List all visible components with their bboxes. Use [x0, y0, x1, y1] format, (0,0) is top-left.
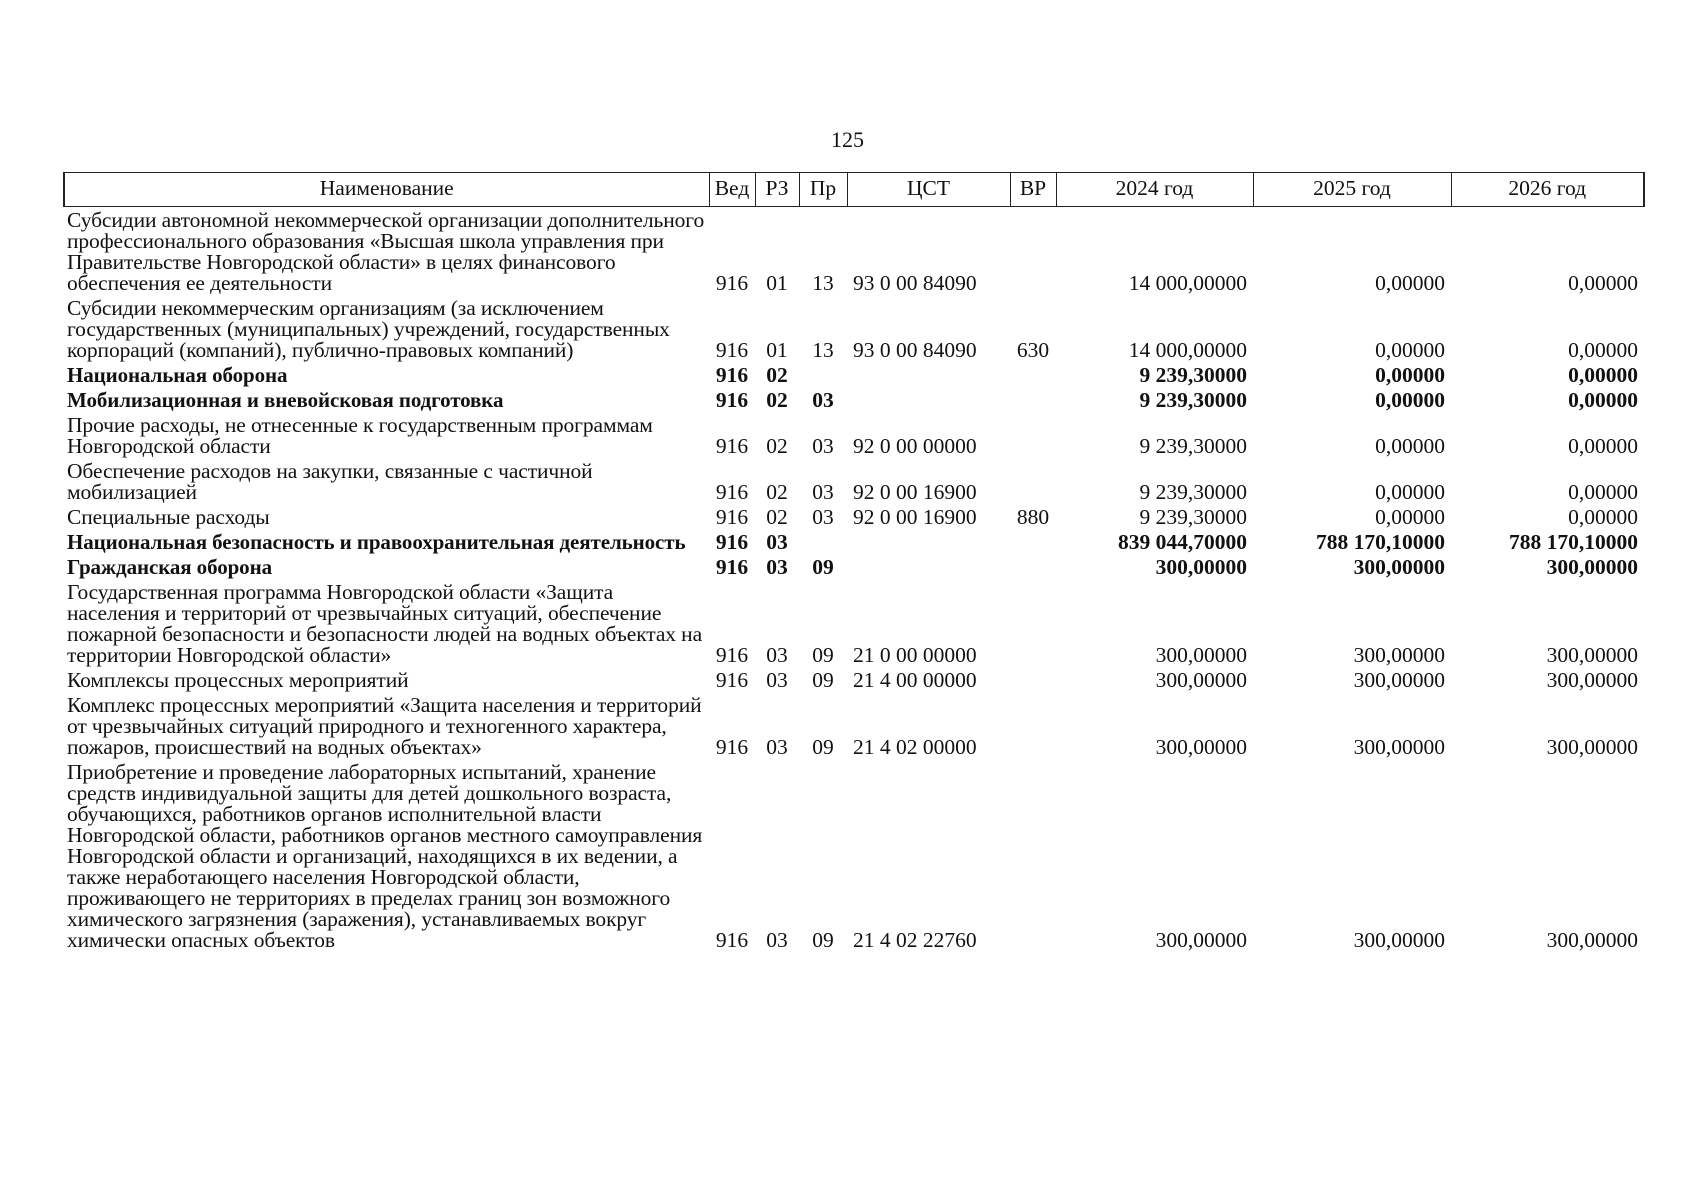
row-amount-2026: 300,00000: [1546, 643, 1638, 667]
row-cst: 21 4 00 00000: [853, 668, 977, 692]
row-rz: 01: [766, 271, 788, 295]
row-pr: [799, 529, 847, 554]
row-ved: 916: [715, 505, 749, 529]
row-vr: [1010, 579, 1056, 667]
row-name: Специальные расходы: [67, 505, 270, 529]
table-header: [64, 173, 1644, 207]
row-amount-2025: 0,00000: [1375, 434, 1445, 458]
row-amount-2025: 0,00000: [1375, 505, 1445, 529]
row-pr: 03: [812, 480, 834, 504]
column-header-cst: ЦСТ: [847, 173, 1010, 207]
row-amount-2026: 0,00000: [1568, 363, 1638, 387]
row-amount-2025: 300,00000: [1353, 928, 1445, 952]
row-name: Мобилизационная и вневойсковая подготовка: [67, 388, 504, 412]
column-header-2024: 2024 год: [1056, 173, 1253, 207]
row-vr: [1010, 207, 1056, 296]
row-pr: 03: [812, 434, 834, 458]
row-ved: 916: [715, 928, 749, 952]
row-name: Гражданская оборона: [67, 555, 272, 579]
row-cst: 21 0 00 00000: [853, 643, 977, 667]
row-vr: 630: [1016, 338, 1050, 362]
table-row: [64, 529, 1644, 554]
row-amount-2026: 788 170,10000: [1509, 530, 1638, 554]
row-amount-2025: 0,00000: [1375, 338, 1445, 362]
row-pr: 03: [812, 505, 834, 529]
row-amount-2024: 9 239,30000: [1139, 434, 1247, 458]
row-rz: 03: [766, 643, 788, 667]
row-amount-2024: 14 000,00000: [1128, 271, 1247, 295]
row-pr: [799, 362, 847, 387]
row-cst: 21 4 02 00000: [853, 735, 977, 759]
row-amount-2024: 14 000,00000: [1128, 338, 1247, 362]
row-amount-2024: 9 239,30000: [1139, 363, 1247, 387]
row-vr: [1010, 692, 1056, 759]
row-rz: 02: [766, 388, 788, 412]
table-row: [64, 554, 1644, 579]
row-cst: 92 0 00 16900: [853, 480, 977, 504]
row-amount-2024: 9 239,30000: [1139, 480, 1247, 504]
table-row: [64, 362, 1644, 387]
column-header-2025: 2025 год: [1253, 173, 1451, 207]
row-ved: 916: [715, 643, 749, 667]
row-vr: 880: [1016, 505, 1050, 529]
row-name: Государственная программа Новгородской области «Защита населения и территорий от чрезвычайных ситуаций, обеспечение пожарной безопасности и безопасности людей на водных объектах на территории Новгородской области»: [67, 580, 703, 667]
row-amount-2024: 300,00000: [1155, 643, 1247, 667]
row-amount-2024: 300,00000: [1155, 668, 1247, 692]
row-ved: 916: [715, 338, 749, 362]
row-amount-2025: 300,00000: [1353, 668, 1445, 692]
row-amount-2026: 0,00000: [1568, 480, 1638, 504]
row-amount-2026: 0,00000: [1568, 434, 1638, 458]
row-name: Субсидии автономной некоммерческой организации дополнительного профессионального образования «Высшая школа управления при Правительстве Новгородской области» в целях финансового обеспечения ее деятельности: [67, 208, 705, 295]
row-cst: [847, 529, 1010, 554]
row-amount-2024: 9 239,30000: [1139, 388, 1247, 412]
row-cst: 21 4 02 22760: [853, 928, 977, 952]
table-row: [64, 579, 1644, 667]
table-row: [64, 504, 1644, 529]
row-rz: 02: [766, 480, 788, 504]
table-body: [64, 207, 1644, 953]
row-rz: 02: [766, 363, 788, 387]
row-rz: 03: [766, 735, 788, 759]
row-amount-2024: 300,00000: [1155, 555, 1247, 579]
row-pr: 09: [812, 555, 834, 579]
row-amount-2024: 300,00000: [1155, 735, 1247, 759]
row-rz: 03: [766, 530, 788, 554]
row-cst: 93 0 00 84090: [853, 271, 977, 295]
row-amount-2026: 300,00000: [1546, 928, 1638, 952]
row-rz: 03: [766, 668, 788, 692]
table-row: [64, 412, 1644, 458]
row-ved: 916: [715, 388, 749, 412]
row-pr: 03: [812, 388, 834, 412]
row-cst: [847, 387, 1010, 412]
row-rz: 03: [766, 555, 788, 579]
row-ved: 916: [715, 735, 749, 759]
row-ved: 916: [715, 530, 749, 554]
row-name: Национальная безопасность и правоохранительная деятельность: [67, 530, 686, 554]
row-pr: 09: [812, 668, 834, 692]
row-amount-2025: 300,00000: [1353, 643, 1445, 667]
row-vr: [1010, 387, 1056, 412]
row-rz: 03: [766, 928, 788, 952]
column-header-vr: ВР: [1010, 173, 1056, 207]
row-amount-2026: 0,00000: [1568, 338, 1638, 362]
column-header-ved: Вед: [709, 173, 755, 207]
row-amount-2026: 0,00000: [1568, 388, 1638, 412]
table-row: [64, 667, 1644, 692]
table-row: [64, 759, 1644, 952]
table-row: [64, 207, 1644, 296]
column-header-rz: РЗ: [755, 173, 799, 207]
row-amount-2025: 300,00000: [1353, 735, 1445, 759]
row-amount-2026: 300,00000: [1546, 668, 1638, 692]
column-header-pr: Пр: [799, 173, 847, 207]
row-pr: 13: [812, 338, 834, 362]
row-amount-2026: 0,00000: [1568, 271, 1638, 295]
budget-table: [63, 172, 1645, 952]
row-cst: 92 0 00 16900: [853, 505, 977, 529]
row-cst: 93 0 00 84090: [853, 338, 977, 362]
row-vr: [1010, 554, 1056, 579]
row-amount-2025: 300,00000: [1353, 555, 1445, 579]
row-rz: 01: [766, 338, 788, 362]
row-ved: 916: [715, 434, 749, 458]
row-pr: 09: [812, 643, 834, 667]
row-pr: 09: [812, 735, 834, 759]
row-amount-2026: 0,00000: [1568, 505, 1638, 529]
table-row: [64, 458, 1644, 504]
row-amount-2024: 9 239,30000: [1139, 505, 1247, 529]
row-cst: 92 0 00 00000: [853, 434, 977, 458]
row-cst: [847, 554, 1010, 579]
row-amount-2025: 0,00000: [1375, 388, 1445, 412]
row-pr: 13: [812, 271, 834, 295]
row-name: Прочие расходы, не отнесенные к государственным программам Новгородской области: [67, 413, 653, 458]
row-name: Субсидии некоммерческим организациям (за исключением государственных (муниципальных) учреждений, государственных корпораций (компаний), публично-правовых компаний): [67, 296, 670, 362]
table-row: [64, 295, 1644, 362]
row-vr: [1010, 667, 1056, 692]
row-ved: 916: [715, 363, 749, 387]
row-amount-2025: 0,00000: [1375, 480, 1445, 504]
row-name: Комплекс процессных мероприятий «Защита населения и территорий от чрезвычайных ситуаций природного и техногенного характера, пожаров, происшествий на водных объектах»: [67, 693, 702, 759]
row-ved: 916: [715, 668, 749, 692]
row-amount-2024: 300,00000: [1155, 928, 1247, 952]
table-row: [64, 692, 1644, 759]
row-amount-2025: 0,00000: [1375, 271, 1445, 295]
row-pr: 09: [812, 928, 834, 952]
row-ved: 916: [715, 555, 749, 579]
page-number: 125: [831, 127, 864, 152]
row-amount-2026: 300,00000: [1546, 735, 1638, 759]
table-row: [64, 387, 1644, 412]
row-rz: 02: [766, 505, 788, 529]
row-vr: [1010, 458, 1056, 504]
column-header-2026: 2026 год: [1451, 173, 1644, 207]
row-amount-2025: 0,00000: [1375, 363, 1445, 387]
row-ved: 916: [715, 271, 749, 295]
row-amount-2024: 839 044,70000: [1118, 530, 1247, 554]
column-header-name: Наименование: [64, 173, 709, 207]
row-vr: [1010, 412, 1056, 458]
row-name: Приобретение и проведение лабораторных испытаний, хранение средств индивидуальной защиты для детей дошкольного возраста, обучающихся, работников органов исполнительной власти Новгородской области, работников органов местного самоуправления Новгородской области и организаций, находящихся в их ведении, а также неработающего населения Новгородской области, проживающего не территориях в пределах границ зон возможного химического загрязнения (заражения), устанавливаемых вокруг химически опасных объектов: [67, 760, 703, 952]
row-amount-2026: 300,00000: [1546, 555, 1638, 579]
row-vr: [1010, 362, 1056, 387]
row-vr: [1010, 759, 1056, 952]
row-cst: [847, 362, 1010, 387]
row-name: Обеспечение расходов на закупки, связанные с частичной мобилизацией: [67, 459, 593, 504]
row-name: Комплексы процессных мероприятий: [67, 668, 409, 692]
row-ved: 916: [715, 480, 749, 504]
row-rz: 02: [766, 434, 788, 458]
row-name: Национальная оборона: [67, 363, 288, 387]
row-amount-2025: 788 170,10000: [1316, 530, 1445, 554]
row-vr: [1010, 529, 1056, 554]
